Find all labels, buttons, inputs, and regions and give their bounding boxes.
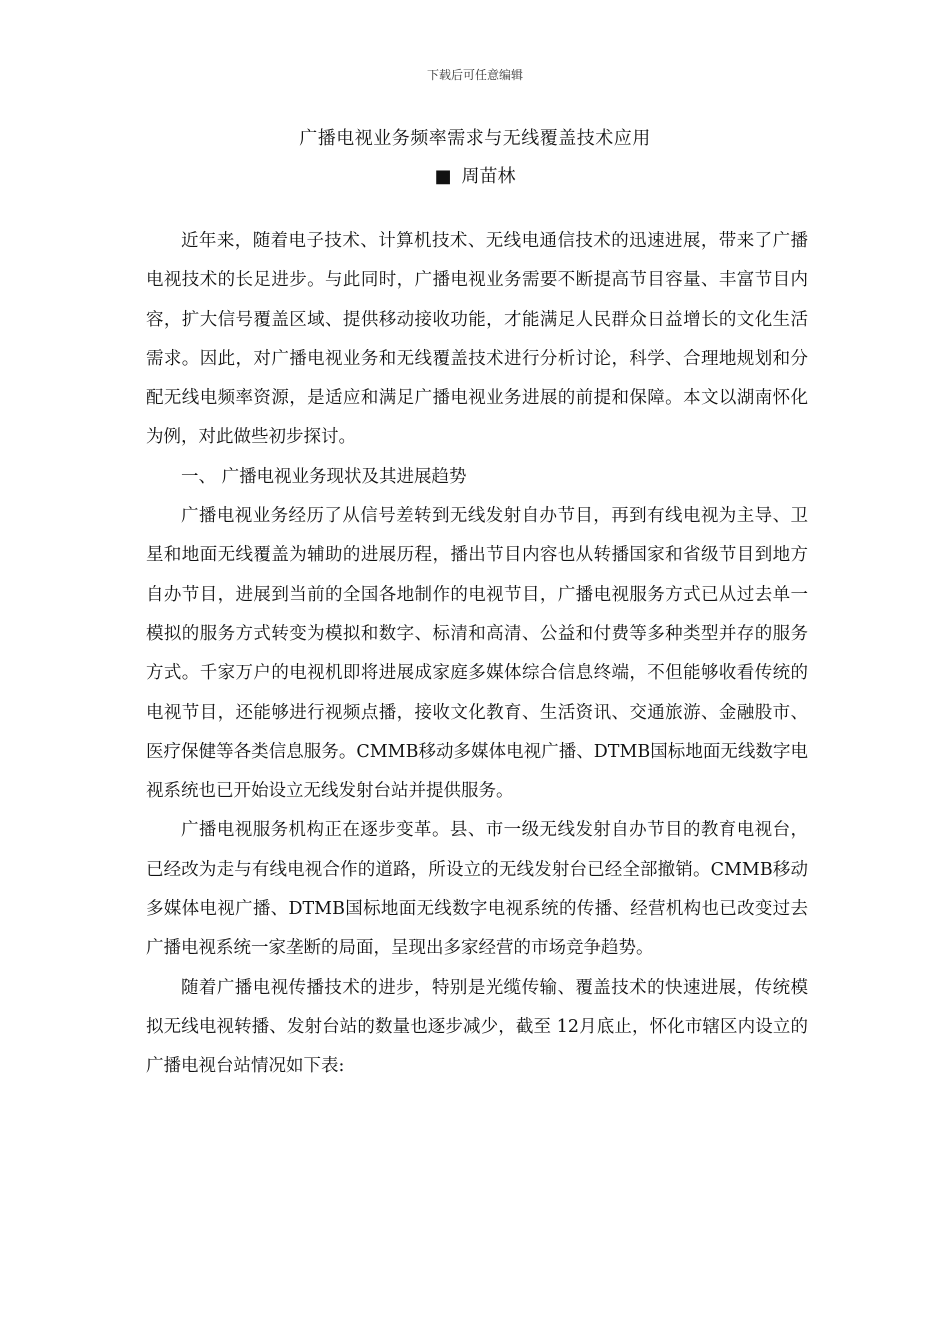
section-heading: 一、 广播电视业务现状及其进展趋势	[181, 466, 467, 487]
paragraph-stations: 随着广播电视传播技术的进步，特别是光缆传输、覆盖技术的快速进展，传统模拟无线电视转播、发射台站的数量也逐步减少，截至 12月底止，怀化市辖区内设立的广播电视台站情况如下表:	[146, 977, 808, 1077]
paragraph-institutions: 广播电视服务机构正在逐步变革。县、市一级无线发射自办节目的教育电视台，已经改为走与有线电视合作的道路，所设立的无线发射台已经全部撤销。CMMB移动多媒体电视广播、DTMB国标地面无线数字电视系统的传播、经营机构也已改变过去广播电视系统一家垄断的局面，呈现出多家经营的市场竞争趋势。	[146, 820, 808, 959]
document-body	[146, 222, 808, 1087]
document-title: 广播电视业务频率需求与无线覆盖技术应用	[299, 128, 651, 149]
header-note: 下载后可任意编辑	[426, 68, 523, 82]
paragraph-intro: 近年来，随着电子技术、计算机技术、无线电通信技术的迅速进展，带来了广播电视技术的长足进步。与此同时，广播电视业务需要不断提高节目容量、丰富节目内容，扩大信号覆盖区域、提供移动接收功能，才能满足人民群众日益增长的文化生活需求。因此，对广播电视业务和无线覆盖技术进行分析讨论，科学、合理地规划和分配无线电频率资源，是适应和满足广播电视业务进展的前提和保障。本文以湖南怀化为例，对此做些初步探讨。	[146, 231, 808, 448]
author-name: 周苗林	[461, 166, 516, 187]
author-marker-icon: ■	[434, 166, 452, 187]
author-line	[0, 162, 950, 188]
paragraph-history: 广播电视业务经历了从信号差转到无线发射自办节目，再到有线电视为主导、卫星和地面无线覆盖为辅助的进展历程，播出节目内容也从转播国家和省级节目到地方自办节目，进展到当前的全国各地制作的电视节目，广播电视服务方式已从过去单一模拟的服务方式转变为模拟和数字、标清和高清、公益和付费等多种类型并存的服务方式。千家万户的电视机即将进展成家庭多媒体综合信息终端，不但能够收看传统的电视节目，还能够进行视频点播，接收文化教育、生活资讯、交通旅游、金融股市、医疗保健等各类信息服务。CMMB移动多媒体电视广播、DTMB国标地面无线数字电视系统也已开始设立无线发射台站并提供服务。	[146, 506, 808, 802]
